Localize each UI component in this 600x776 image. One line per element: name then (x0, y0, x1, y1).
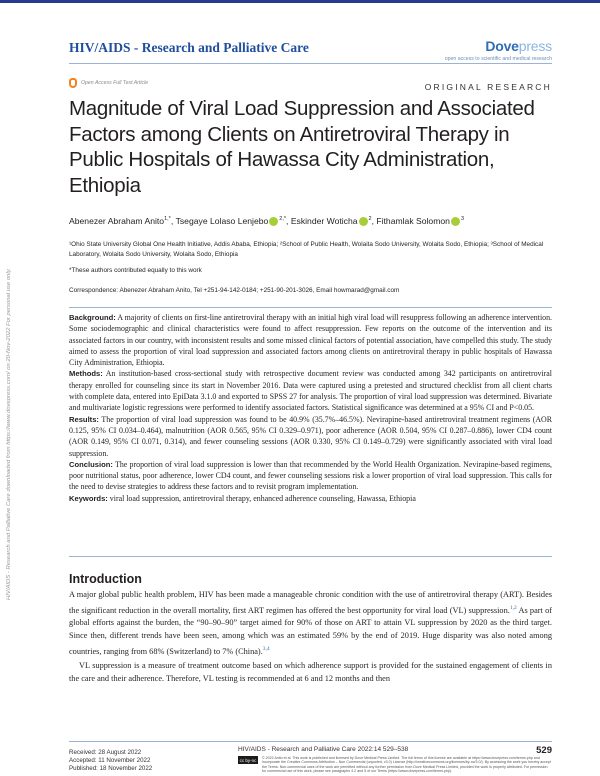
section-heading-introduction: Introduction (69, 572, 142, 586)
author-affil-mark: 2,* (279, 216, 287, 223)
abstract-divider-bottom (69, 556, 552, 557)
intro-paragraph-2: VL suppression is a measure of treatment outcome based on which adherence support is provided for the sustained engagement of clients in the care and their adherence. Therefore, VL testing is recommended at 6 and 12 months and then (69, 661, 552, 683)
abstract-divider-top (69, 307, 552, 308)
author-3[interactable] (291, 216, 377, 226)
publisher-brand[interactable] (445, 38, 552, 62)
author-affil-mark: 2 (368, 216, 372, 223)
introduction-body (69, 589, 552, 685)
header-divider (69, 63, 552, 64)
author-name: Eskinder Woticha (290, 216, 358, 226)
published-date: Published: 18 November 2022 (69, 764, 153, 772)
footer-citation[interactable]: HIV/AIDS - Research and Palliative Care 2022:14 529–538 (238, 746, 409, 753)
section-label: Background: (69, 313, 116, 322)
page-number: 529 (536, 745, 552, 756)
affiliations: ¹Ohio State University Global One Health Initiative, Addis Ababa, Ethiopia; ²School of Public Health, Wolaita Sodo University, Wolaita Sodo, Ethiopia; ³School of Medical Laboratory, Wolaita Sodo University, Wolaita Sodo, Ethiopia (69, 241, 544, 258)
intro-paragraph-1 (69, 589, 552, 658)
section-label: Conclusion: (69, 459, 113, 469)
paragraph-text: As part of global efforts against the burden, the “90–90–90” target aimed for 90% of those on ART to attain VL suppression by 2020 as the third target. Since then, different trends have been seen, among which was an estimated 59% by the end of 2019. Huge disparity was also noted among countries, ranging from 68% (Switzerland) to 7% (China). (69, 605, 552, 656)
author-4[interactable] (376, 216, 464, 226)
download-watermark-text: HIV/AIDS - Research and Palliative Care downloaded from https://www.dovepress.com/ on 20-Nov-2022 For personal use only. (6, 268, 12, 600)
author-separator: , (170, 216, 176, 227)
cc-license-icon[interactable]: cc by-nc (239, 757, 257, 763)
footer-divider (69, 741, 552, 742)
paragraph-text: A major global public health problem, HIV has been made a manageable chronic condition with the use of antiretroviral therapy (ART). Besides the significant reduction in the overall mortality, first ART regimen has offered the best opportunity for viral load (VL) suppression. (69, 590, 552, 615)
abstract-keywords (69, 493, 552, 504)
abstract-methods (69, 368, 552, 413)
section-text: The proportion of viral load suppression is lower than that recommended by the World Health Organization. Nevirapine-based regimens, poor nutritional status, poor adherence, lower CD4 count, and fewer counseling sessions risk a lower proportion of viral load suppression. This calls for the need to devise strategies to address these factors and to revisit program implementation. (69, 459, 552, 492)
author-affil-mark: 1,* (164, 216, 171, 223)
author-separator: , (371, 216, 377, 226)
author-name: Tsegaye Lolaso Lenjebo (175, 216, 269, 226)
abstract-conclusion (69, 459, 552, 493)
brand-sub: press (518, 38, 552, 54)
license-text: © 2022 Anito et al. This work is published and licensed by Dove Medical Press Limited. The full terms of this license are available at https://www.dovepress.com/terms.php and incorporate the Creative Commons Attribution – Non Commercial (unported, v3.0) License (http://creativecommons.org/licenses/by-nc/3.0/). By accessing the work you hereby accept the Terms. Non-commercial uses of the work are permitted without any further permission from Dove Medical Press Limited, provided the work is properly attributed. For permission for commercial use of this work, please see paragraphs 4.2 and 5 of our Terms (https://www.dovepress.com/terms.php). (262, 756, 551, 773)
publisher-tagline: open access to scientific and medical research (444, 56, 552, 62)
abstract-results (69, 414, 552, 459)
abstract (69, 312, 552, 504)
correspondence: Correspondence: Abenezer Abraham Anito, Tel +251-94-142-0184; +251-90-201-3026, Email howmarad@gmail.com (69, 287, 400, 294)
equal-contribution-note: *These authors contributed equally to this work (69, 267, 202, 274)
top-accent-bar (0, 0, 600, 3)
orcid-icon[interactable] (269, 217, 278, 226)
author-list (69, 216, 559, 226)
section-label: Results: (69, 414, 99, 424)
section-text: A majority of clients on first-line antiretroviral therapy with an initial high viral load will resuppress following an adherence intervention. Some sociodemographic and clinical characteristics were found to affect resuppression. Few reports on the outcome of the intervention and its associated factors in our country, with inconsistent results and some missed clinical factors of potential association, have compelled this study. The study aimed to assess the proportion of viral load suppression and associated factors among clients on antiretroviral therapy in public hospitals of Hawassa City Administration, Ethiopia. (69, 313, 552, 368)
section-label: Methods: (69, 369, 103, 379)
author-separator: , (286, 216, 291, 226)
article-type: ORIGINAL RESEARCH (424, 82, 552, 92)
article-dates (69, 749, 152, 772)
received-date: Received: 28 August 2022 (69, 749, 142, 756)
orcid-icon[interactable] (451, 217, 460, 226)
section-text: viral load suppression, antiretroviral therapy, enhanced adherence counseling, Hawassa, Ethiopia (107, 493, 416, 503)
abstract-background (69, 312, 552, 368)
section-text: The proportion of viral load suppression was found to be 40.9% (35.7%–46.5%). Nevirapine-based antiretroviral treatment regimens (AOR 0.125, 95% CI 0.034–0.464), malnutrition (AOR 0.565, 95% CI 0.329–0.971), poor adherence (AOR 0.504, 95% CI 0.287–0.886), lower CD4 count (AOR 0.149, 95% CI 0.071, 0.314), and fewer counseling sessions (AOR 0.330, 95% CI 0.149–0.729) were significantly associated with viral load suppression. (69, 414, 552, 458)
accepted-date: Accepted: 11 November 2022 (69, 756, 151, 764)
open-access-text: Open Access Full Text Article (81, 80, 149, 86)
download-watermark (6, 150, 18, 600)
author-affil-mark: 3 (460, 216, 464, 223)
author-2[interactable] (176, 216, 291, 226)
publisher-logo (445, 38, 552, 54)
author-name: Fithamlak Solomon (376, 216, 450, 226)
open-access-label (69, 78, 148, 88)
section-label: Keywords: (69, 493, 108, 503)
author-1[interactable] (69, 216, 176, 226)
journal-name: HIV/AIDS - Research and Palliative Care (69, 40, 309, 55)
license-block (238, 756, 552, 773)
article-title: Magnitude of Viral Load Suppression and Associated Factors among Clients on Antiretroviral Therapy in Public Hospitals of Hawassa City Administration, Ethiopia (69, 97, 535, 197)
brand-main: Dove (485, 38, 519, 54)
open-access-icon (69, 78, 77, 88)
author-name: Abenezer Abraham Anito (69, 216, 165, 227)
section-text: An institution-based cross-sectional study with retrospective document review was conducted among 342 participants on antiretroviral therapy enrolled for counseling since its start in November 2016. Data were captured using a pretested and structured checklist from all client charts with complete data, entered into EpiData 3.1.0 and exported to SPSS 27 for analysis. The proportion of viral load suppression was determined. Bivariate and multivariate logistic regressions were performed to identify associated factors. Statistical significance was determined at a 95% CI and P<0.05. (69, 369, 552, 413)
reference-link[interactable]: 1,2 (509, 604, 517, 611)
orcid-icon[interactable] (359, 217, 368, 226)
reference-link[interactable]: 3,4 (262, 645, 270, 652)
